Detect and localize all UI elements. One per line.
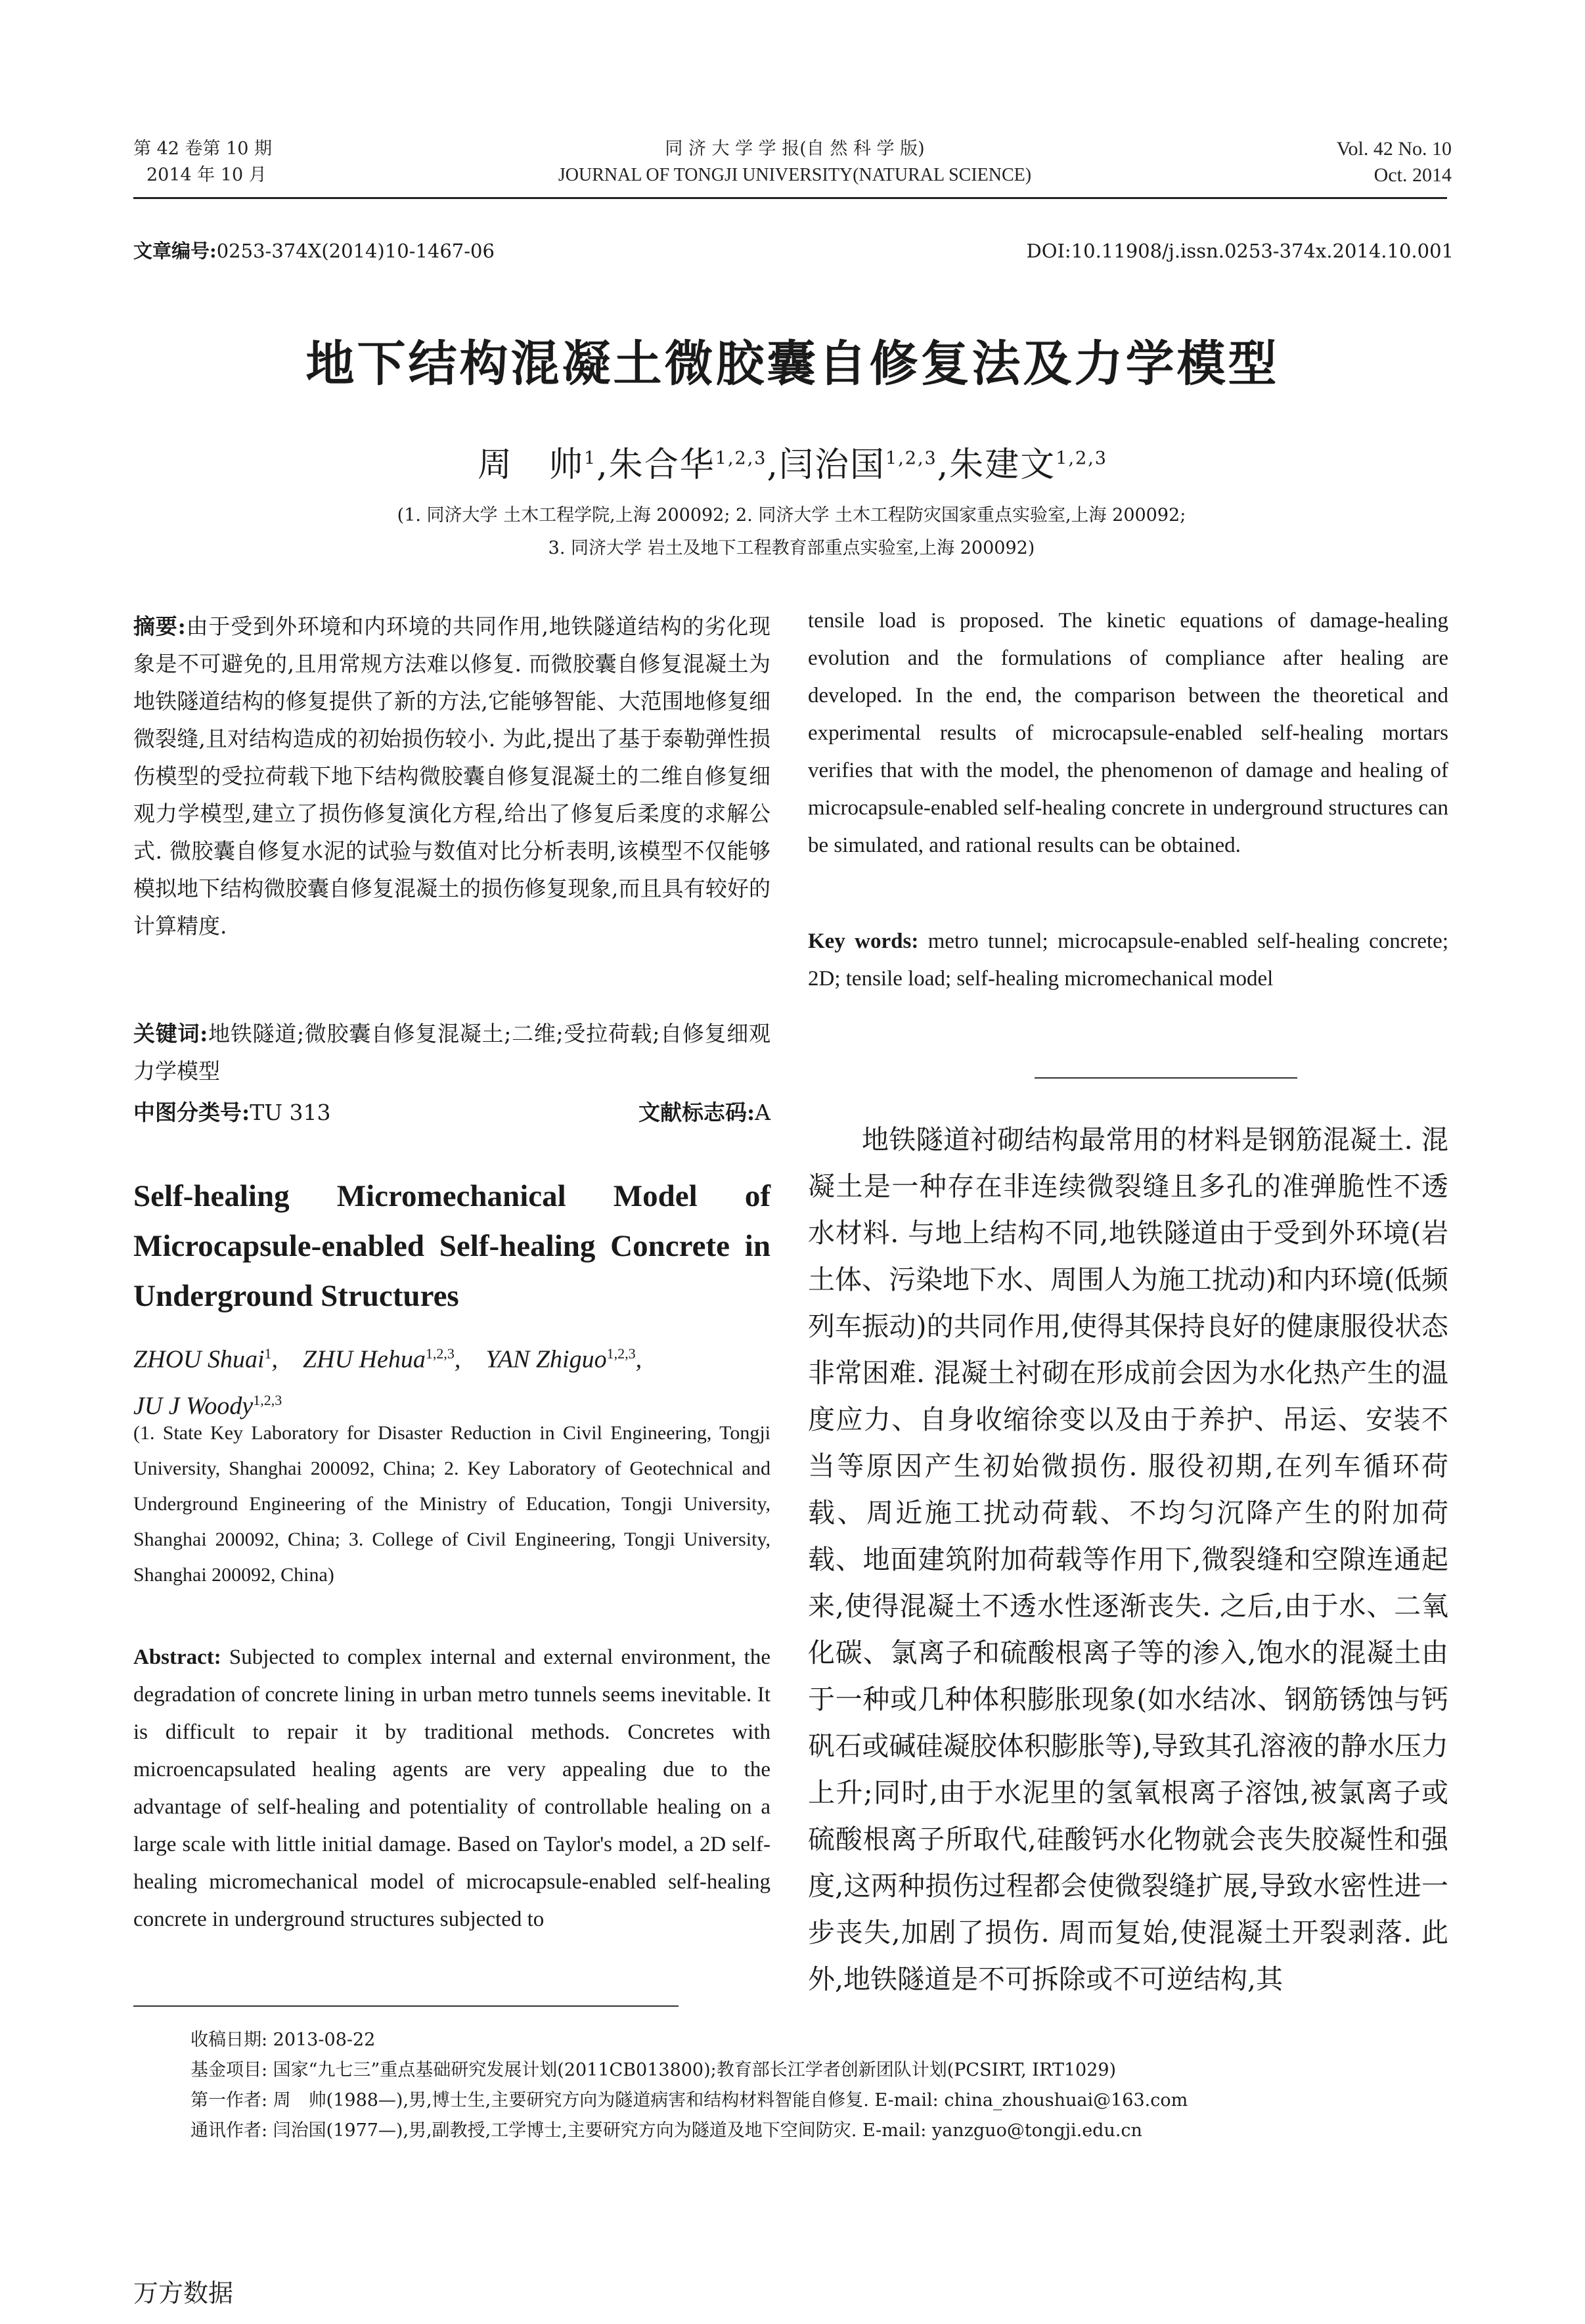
date-cn: 2014 年 10 月 [146,165,267,185]
running-header-left [133,136,330,189]
footnote-corresponding: 通讯作者: 闫治国(1977—),男,副教授,工学博士,主要研究方向为隧道及地下空间防灾. E-mail: yanzguo@tongji.edu.cn [190,2120,1142,2141]
abstract-en-label: Abstract: [133,1645,221,1669]
doc-code-label: 文献标志码: [638,1100,755,1125]
authors-en: ZHOU Shuai$^1$, ZHU Hehua$^{1,2,3}$, YAN Zhiguo$^{1,2,3}$, JU J Woody$^{1,2,3}$ [133,1345,642,1420]
author-en-2-affil: 1,2,3 [425,1345,455,1362]
keywords-cn-text: 地铁隧道;微胶囊自修复混凝土;二维;受拉荷载;自修复细观力学模型 [133,1021,770,1084]
header-rule [133,197,1447,199]
title-cn: 地下结构混凝土微胶囊自修复法及力学模型 [305,336,1280,392]
journal-name-cn: 同 济 大 学 学 报(自 然 科 学 版) [665,139,925,159]
author-1-affil: 1 [584,448,597,469]
body-text-cn: 地铁隧道衬砌结构最常用的材料是钢筋混凝土. 混凝土是一种存在非连续微裂缝且多孔的准弹脆性不透水材料. 与地上结构不同,地铁隧道由于受到外环境(岩土体、污染地下水、周围人为施工扰动)和内环境(低频列车振动)的共同作用,使得其保持良好的健康服役状态非常困难. 混凝土衬砌在形成前会因为水化热产生的温度应力、自身收缩徐变以及由于养护、吊运、安装不当等原因产生初始微损伤. 服役初期,在列车循环荷载、周近施工扰动荷载、不均匀沉降产生的附加荷载、地面建筑附加荷载等作用下,微裂缝和空隙连通起来,使得混凝土不透水性逐渐丧失. 之后,由于水、二氧化碳、氯离子和硫酸根离子等的渗入,饱水的混凝土由于一种或几种体积膨胀现象(如水结冰、钢筋锈蚀与钙矾石或碱硅凝胶体积膨胀等),导致其孔溶液的静水压力上升;同时,由于水泥里的氢氧根离子溶蚀,被氯离子或硫酸根离子所取代,硅酸钙水化物就会丧失胶凝性和强度,这两种损伤过程都会使微裂缝扩展,导致水密性进一步丧失,加剧了损伤. 周而复始,使混凝土开裂剥落. 此外,地铁隧道是不可拆除或不可逆结构,其 [808,1124,1448,1995]
doi: DOI:10.11908/j.issn.0253-374x.2014.10.001 [1026,240,1454,262]
author-en-2: ZHU Hehua [303,1345,426,1374]
affiliation-cn-line1: (1. 同济大学 土木工程学院,上海 200092; 2. 同济大学 土木工程防灾国家重点实验室,上海 200092; [397,505,1186,525]
article-number-value: 0253-374X(2014)10-1467-06 [216,240,495,262]
affiliation-en: (1. State Key Laboratory for Disaster Reduction in Civil Engineering, Tongji University, Shanghai 200092, China; 2. Key Laboratory of Geotechnical and Underground Engineering of the Ministry of Education, Tongji University, Shanghai 200092, China; 3. College of Civil Engineering, Tongji University, Shanghai 200092, China) [133,1422,770,1586]
doc-code-value: A [755,1100,770,1125]
volume-issue-cn: 第 42 卷第 10 期 [133,139,273,159]
author-3: 闫治国 [779,445,886,485]
title-en: Self-healing Micromechanical Model of Microcapsule-enabled Self-healing Concrete in Underground Structures [133,1179,770,1313]
clc-value: TU 313 [250,1100,331,1125]
author-en-4-affil: 1,2,3 [253,1391,282,1408]
author-4: 朱建文 [949,445,1056,485]
abstract-cn-label: 摘要: [133,614,186,639]
keywords-cn [133,1015,770,1090]
footnote-fund: 基金项目: 国家“九七三”重点基础研究发展计划(2011CB013800);教育部长江学者创新团队计划(PCSIRT, IRT1029) [190,2060,1117,2080]
running-header-center [499,136,1090,189]
article-number-label: 文章编号: [133,240,217,262]
footnote-received: 收稿日期: 2013-08-22 [190,2030,376,2050]
date-en: Oct. 2014 [1373,164,1452,186]
clc-label: 中图分类号: [133,1100,250,1125]
author-en-3: YAN Zhiguo [485,1345,607,1374]
watermark: 万方数据 [133,2279,234,2308]
author-en-3-affil: 1,2,3 [606,1345,636,1362]
author-en-4: JU J Woody [133,1392,254,1420]
author-3-affil: 1,2,3 [885,448,937,469]
footnote-rule [133,2005,679,2007]
doc-code [638,1094,770,1131]
abstract-en-right: tensile load is proposed. The kinetic equations of damage-healing evolution and the formulations of compliance after healing are developed. In the end, the comparison between the theoretical and experimental results of microcapsule-enabled self-healing mortars verifies that with the model, the phenomenon of damage and healing of microcapsule-enabled self-healing concrete in underground structures can be simulated, and rational results can be obtained. [808,609,1448,857]
classification-line [133,1094,770,1131]
author-en-1: ZHOU Shuai [133,1345,265,1374]
running-header-right [1222,136,1452,189]
author-en-1-affil: 1 [264,1345,272,1362]
keywords-en-text: metro tunnel; microcapsule-enabled self-healing concrete; 2D; tensile load; self-healing micromechanical model [808,929,1448,991]
abstract-cn [133,608,770,945]
author-4-affil: 1,2,3 [1056,448,1107,469]
author-2-affil: 1,2,3 [715,448,767,469]
keywords-en [808,923,1448,998]
keywords-cn-label: 关键词: [133,1021,208,1046]
author-1: 周 帅 [478,445,585,485]
article-number [133,236,495,265]
section-divider [1035,1077,1297,1079]
abstract-en-left [133,1639,770,1938]
authors-cn: 周 帅$^1$,朱合华$^{1,2,3}$,闫治国$^{1,2,3}$,朱建文$^{1,2,3}$ [478,445,1107,485]
volume-issue-en: Vol. 42 No. 10 [1336,138,1452,160]
abstract-cn-text: 由于受到外环境和内环境的共同作用,地铁隧道结构的劣化现象是不可避免的,且用常规方法难以修复. 而微胶囊自修复混凝土为地铁隧道结构的修复提供了新的方法,它能够智能、大范围地修复细微裂缝,且对结构造成的初始损伤较小. 为此,提出了基于泰勒弹性损伤模型的受拉荷载下地下结构微胶囊自修复混凝土的二维自修复细观力学模型,建立了损伤修复演化方程,给出了修复后柔度的求解公式. 微胶囊自修复水泥的试验与数值对比分析表明,该模型不仅能够模拟地下结构微胶囊自修复混凝土的损伤修复现象,而且具有较好的计算精度. [133,614,770,939]
affiliation-cn-line2: 3. 同济大学 岩土及地下工程教育部重点实验室,上海 200092) [548,538,1035,558]
abstract-en-text-left: Subjected to complex internal and external environment, the degradation of concrete lining in urban metro tunnels seems inevitable. It is difficult to repair it by traditional methods. Concretes with microencapsulated healing agents are very appealing due to the advantage of self-healing and potentiality of controllable healing on a large scale with little initial damage. Based on Taylor's model, a 2D self-healing micromechanical model of microcapsule-enabled self-healing concrete in underground structures subjected to [133,1645,770,1931]
keywords-en-label: Key words: [808,929,919,953]
journal-name-en: JOURNAL OF TONGJI UNIVERSITY(NATURAL SCIENCE) [558,165,1032,185]
author-2: 朱合华 [608,445,715,485]
footnote-first-author: 第一作者: 周 帅(1988—),男,博士生,主要研究方向为隧道病害和结构材料智能自修复. E-mail: china_zhoushuai@163.com [190,2090,1188,2111]
